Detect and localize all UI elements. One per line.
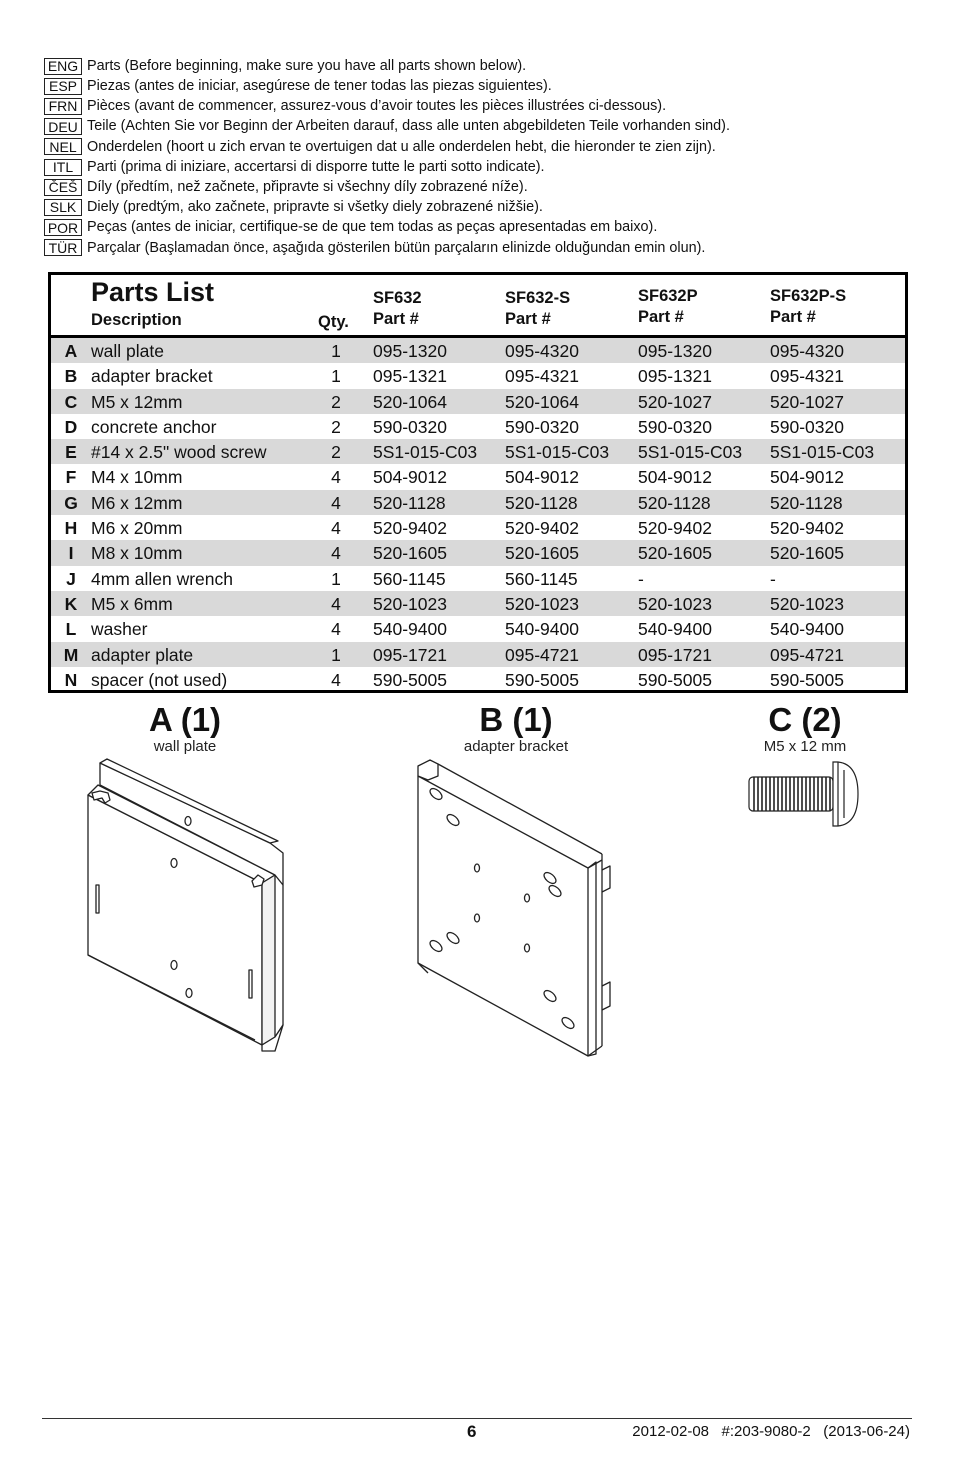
part-number: 504-9012	[373, 467, 447, 488]
part-number: 520-1605	[638, 543, 712, 564]
part-qty: 2	[331, 391, 341, 412]
part-qty: 1	[331, 341, 341, 361]
part-description: M8 x 10mm	[91, 543, 183, 564]
part-number: 095-1320	[373, 341, 447, 361]
lang-code: SLK	[44, 199, 82, 216]
model-header-sf632-s	[505, 288, 570, 330]
part-letter: A	[64, 341, 78, 361]
part-number: 520-1023	[373, 593, 447, 614]
lang-row-nel	[44, 137, 924, 157]
model-header-sf632	[373, 288, 422, 330]
part-qty: 4	[331, 492, 341, 513]
adapter-bracket-drawing-icon	[410, 758, 620, 1068]
lang-text: Teile (Achten Sie vor Beginn der Arbeiten darauf, dass alle unten abgebildeten Teile vorhanden sind).	[87, 118, 730, 135]
part-number: 590-0320	[505, 416, 579, 437]
lang-row-por	[44, 218, 924, 238]
lang-text: Peças (antes de iniciar, certifique-se de que tem todas as peças apresentadas em baixo).	[87, 219, 658, 236]
part-number: 520-1027	[638, 391, 712, 412]
part-letter: C	[64, 391, 78, 412]
part-number: 560-1145	[505, 568, 578, 589]
table-row	[51, 389, 905, 414]
part-description: 4mm allen wrench	[91, 568, 233, 589]
part-number: 504-9012	[505, 467, 579, 488]
part-number: 504-9012	[638, 467, 712, 488]
part-letter: D	[64, 416, 78, 437]
part-number: 095-4721	[770, 644, 844, 665]
lang-text: Díly (předtím, než začnete, připravte si všechny díly zobrazené níže).	[87, 179, 528, 196]
model-header-sf632p-s	[770, 286, 846, 328]
model-name: SF632P	[638, 287, 698, 305]
part-letter: N	[64, 669, 78, 690]
part-qty: 4	[331, 619, 341, 640]
lang-code: ENG	[44, 58, 82, 75]
part-number: 5S1-015-C03	[638, 442, 743, 463]
lang-code: ITL	[44, 159, 82, 176]
table-row	[51, 540, 905, 565]
language-instructions	[44, 56, 924, 258]
table-row	[51, 439, 905, 464]
part-number: 5S1-015-C03	[373, 442, 478, 463]
part-number: 540-9400	[638, 619, 712, 640]
model-name: SF632-S	[505, 289, 571, 307]
part-c-code: C (2)	[768, 701, 842, 738]
part-a-code: A (1)	[148, 701, 222, 738]
lang-text: Onderdelen (hoort u zich ervan te overtuigen dat u alle onderdelen hebt, die hieronder te zien zijn).	[87, 138, 716, 155]
part-number: 520-1128	[373, 492, 446, 513]
part-number: 520-9402	[505, 518, 579, 539]
screw-drawing-icon	[745, 760, 865, 830]
part-qty: 2	[331, 442, 341, 463]
lang-text: Parts (Before beginning, make sure you have all parts shown below).	[87, 57, 527, 74]
document-info: 2012-02-08 #:203-9080-2 (2013-06-24)	[632, 1423, 910, 1440]
part-number: 5S1-015-C03	[770, 442, 875, 463]
lang-text: Diely (predtým, ako začnete, pripravte si všetky diely zobrazené nižšie).	[87, 199, 543, 216]
part-description: #14 x 2.5" wood screw	[91, 442, 267, 463]
table-row	[51, 490, 905, 515]
table-row	[51, 414, 905, 439]
lang-code: TÜR	[44, 239, 82, 256]
part-number: 520-1605	[373, 543, 447, 564]
part-number: 590-5005	[770, 669, 844, 690]
lang-code: FRN	[44, 98, 82, 115]
part-number: 590-5005	[505, 669, 579, 690]
part-a-label	[85, 702, 285, 756]
part-number: 520-1027	[770, 391, 844, 412]
part-number-header: Part #	[638, 308, 684, 326]
part-qty: 1	[331, 366, 341, 387]
part-number: 520-9402	[770, 518, 844, 539]
lang-code: ČEŠ	[44, 179, 82, 196]
part-number: 520-1128	[505, 492, 578, 513]
part-description: concrete anchor	[91, 416, 217, 437]
part-description: wall plate	[91, 341, 164, 361]
part-number: 095-4721	[505, 644, 579, 665]
parts-list-table	[48, 272, 908, 693]
part-letter: K	[64, 593, 78, 614]
parts-list-title: Parts List	[91, 277, 215, 307]
part-a-name: wall plate	[153, 738, 217, 755]
part-number: 590-5005	[373, 669, 447, 690]
part-number: 095-1321	[638, 366, 712, 387]
part-c-name: M5 x 12 mm	[763, 738, 847, 755]
part-description: M4 x 10mm	[91, 467, 183, 488]
part-b-code: B (1)	[479, 701, 553, 738]
part-number-header: Part #	[770, 308, 816, 326]
table-row	[51, 464, 905, 489]
part-number: 520-1605	[770, 543, 844, 564]
lang-code: NEL	[44, 138, 82, 155]
part-number: 520-1064	[373, 391, 447, 412]
lang-code: POR	[44, 219, 82, 236]
part-number: 095-4321	[505, 366, 579, 387]
part-number: 540-9400	[770, 619, 844, 640]
lang-row-frn	[44, 96, 924, 116]
part-number: 095-4321	[770, 366, 844, 387]
part-letter: I	[68, 543, 74, 564]
part-number-header: Part #	[505, 310, 551, 328]
page-number: 6	[467, 1422, 477, 1441]
part-number: 520-1023	[770, 593, 844, 614]
part-qty: 4	[331, 543, 341, 564]
part-number: 520-1064	[505, 391, 579, 412]
part-description: M6 x 20mm	[91, 518, 183, 539]
part-letter: F	[65, 467, 77, 488]
table-row	[51, 591, 905, 616]
lang-row-slk	[44, 197, 924, 217]
footer-divider	[42, 1418, 912, 1419]
part-description: washer	[91, 619, 148, 640]
part-number: 520-9402	[373, 518, 447, 539]
table-row	[51, 338, 905, 363]
part-number: 520-1023	[505, 593, 579, 614]
part-number: 590-0320	[373, 416, 447, 437]
part-letter: J	[66, 568, 76, 589]
part-qty: 4	[331, 518, 341, 539]
part-qty: 4	[331, 669, 341, 690]
part-number: 560-1145	[373, 568, 446, 589]
lang-row-ces	[44, 177, 924, 197]
part-description: M6 x 12mm	[91, 492, 183, 513]
part-qty: 1	[331, 568, 341, 589]
lang-text: Parti (prima di iniziare, accertarsi di disporre tutte le parti sotto indicate).	[87, 158, 545, 175]
part-number: 095-1721	[373, 644, 447, 665]
model-header-sf632p	[638, 286, 698, 328]
part-letter: H	[64, 518, 78, 539]
table-row	[51, 667, 905, 692]
part-number: 5S1-015-C03	[505, 442, 610, 463]
parts-list-body	[51, 338, 905, 692]
part-qty: 4	[331, 593, 341, 614]
part-number: 590-0320	[638, 416, 712, 437]
table-row	[51, 642, 905, 667]
table-row	[51, 566, 905, 591]
lang-text: Parçalar (Başlamadan önce, aşağıda gösterilen bütün parçaların elinizde olduğundan emin olun).	[87, 239, 706, 256]
part-number: 095-1721	[638, 644, 712, 665]
lang-text: Piezas (antes de iniciar, asegúrese de tener todas las piezas siguientes).	[87, 78, 552, 95]
part-letter: B	[64, 366, 78, 387]
qty-header: Qty.	[318, 313, 349, 331]
part-number: 520-1023	[638, 593, 712, 614]
model-name: SF632	[373, 289, 422, 307]
lang-row-esp	[44, 76, 924, 96]
part-qty: 1	[331, 644, 341, 665]
part-description: adapter plate	[91, 644, 194, 665]
part-number: 520-1128	[770, 492, 843, 513]
parts-list-header	[51, 275, 905, 338]
part-number: 520-1605	[505, 543, 579, 564]
lang-row-itl	[44, 157, 924, 177]
part-letter: M	[63, 644, 79, 665]
part-number: 520-1128	[638, 492, 711, 513]
wall-plate-drawing-icon	[80, 755, 295, 1055]
part-description: adapter bracket	[91, 366, 213, 387]
lang-row-deu	[44, 117, 924, 137]
lang-code: ESP	[44, 78, 82, 95]
part-b-name: adapter bracket	[463, 738, 569, 755]
part-number: 095-1321	[373, 366, 447, 387]
lang-row-tur	[44, 238, 924, 258]
part-number: 590-0320	[770, 416, 844, 437]
part-description: M5 x 6mm	[91, 593, 173, 614]
lang-text: Pièces (avant de commencer, assurez-vous d’avoir toutes les pièces illustrées ci-dessous).	[87, 98, 667, 115]
part-qty: 2	[331, 416, 341, 437]
part-letter: G	[64, 492, 78, 513]
part-number: -	[638, 568, 644, 589]
part-number: 540-9400	[505, 619, 579, 640]
part-letter: L	[65, 619, 77, 640]
part-letter: E	[65, 442, 77, 463]
lang-row-eng	[44, 56, 924, 76]
lang-code: DEU	[44, 118, 82, 135]
part-number: 504-9012	[770, 467, 844, 488]
description-header: Description	[91, 311, 182, 329]
part-b-label	[416, 702, 616, 756]
part-c-label	[720, 702, 890, 756]
part-description: spacer (not used)	[91, 669, 228, 690]
part-number: -	[770, 568, 776, 589]
part-number-header: Part #	[373, 310, 419, 328]
part-number: 095-4320	[770, 341, 844, 361]
table-row	[51, 616, 905, 641]
table-row	[51, 363, 905, 388]
part-number: 520-9402	[638, 518, 712, 539]
part-number: 540-9400	[373, 619, 447, 640]
part-qty: 4	[331, 467, 341, 488]
part-number: 095-1320	[638, 341, 712, 361]
part-number: 095-4320	[505, 341, 579, 361]
model-name: SF632P-S	[770, 287, 847, 305]
table-row	[51, 515, 905, 540]
part-description: M5 x 12mm	[91, 391, 183, 412]
part-number: 590-5005	[638, 669, 712, 690]
